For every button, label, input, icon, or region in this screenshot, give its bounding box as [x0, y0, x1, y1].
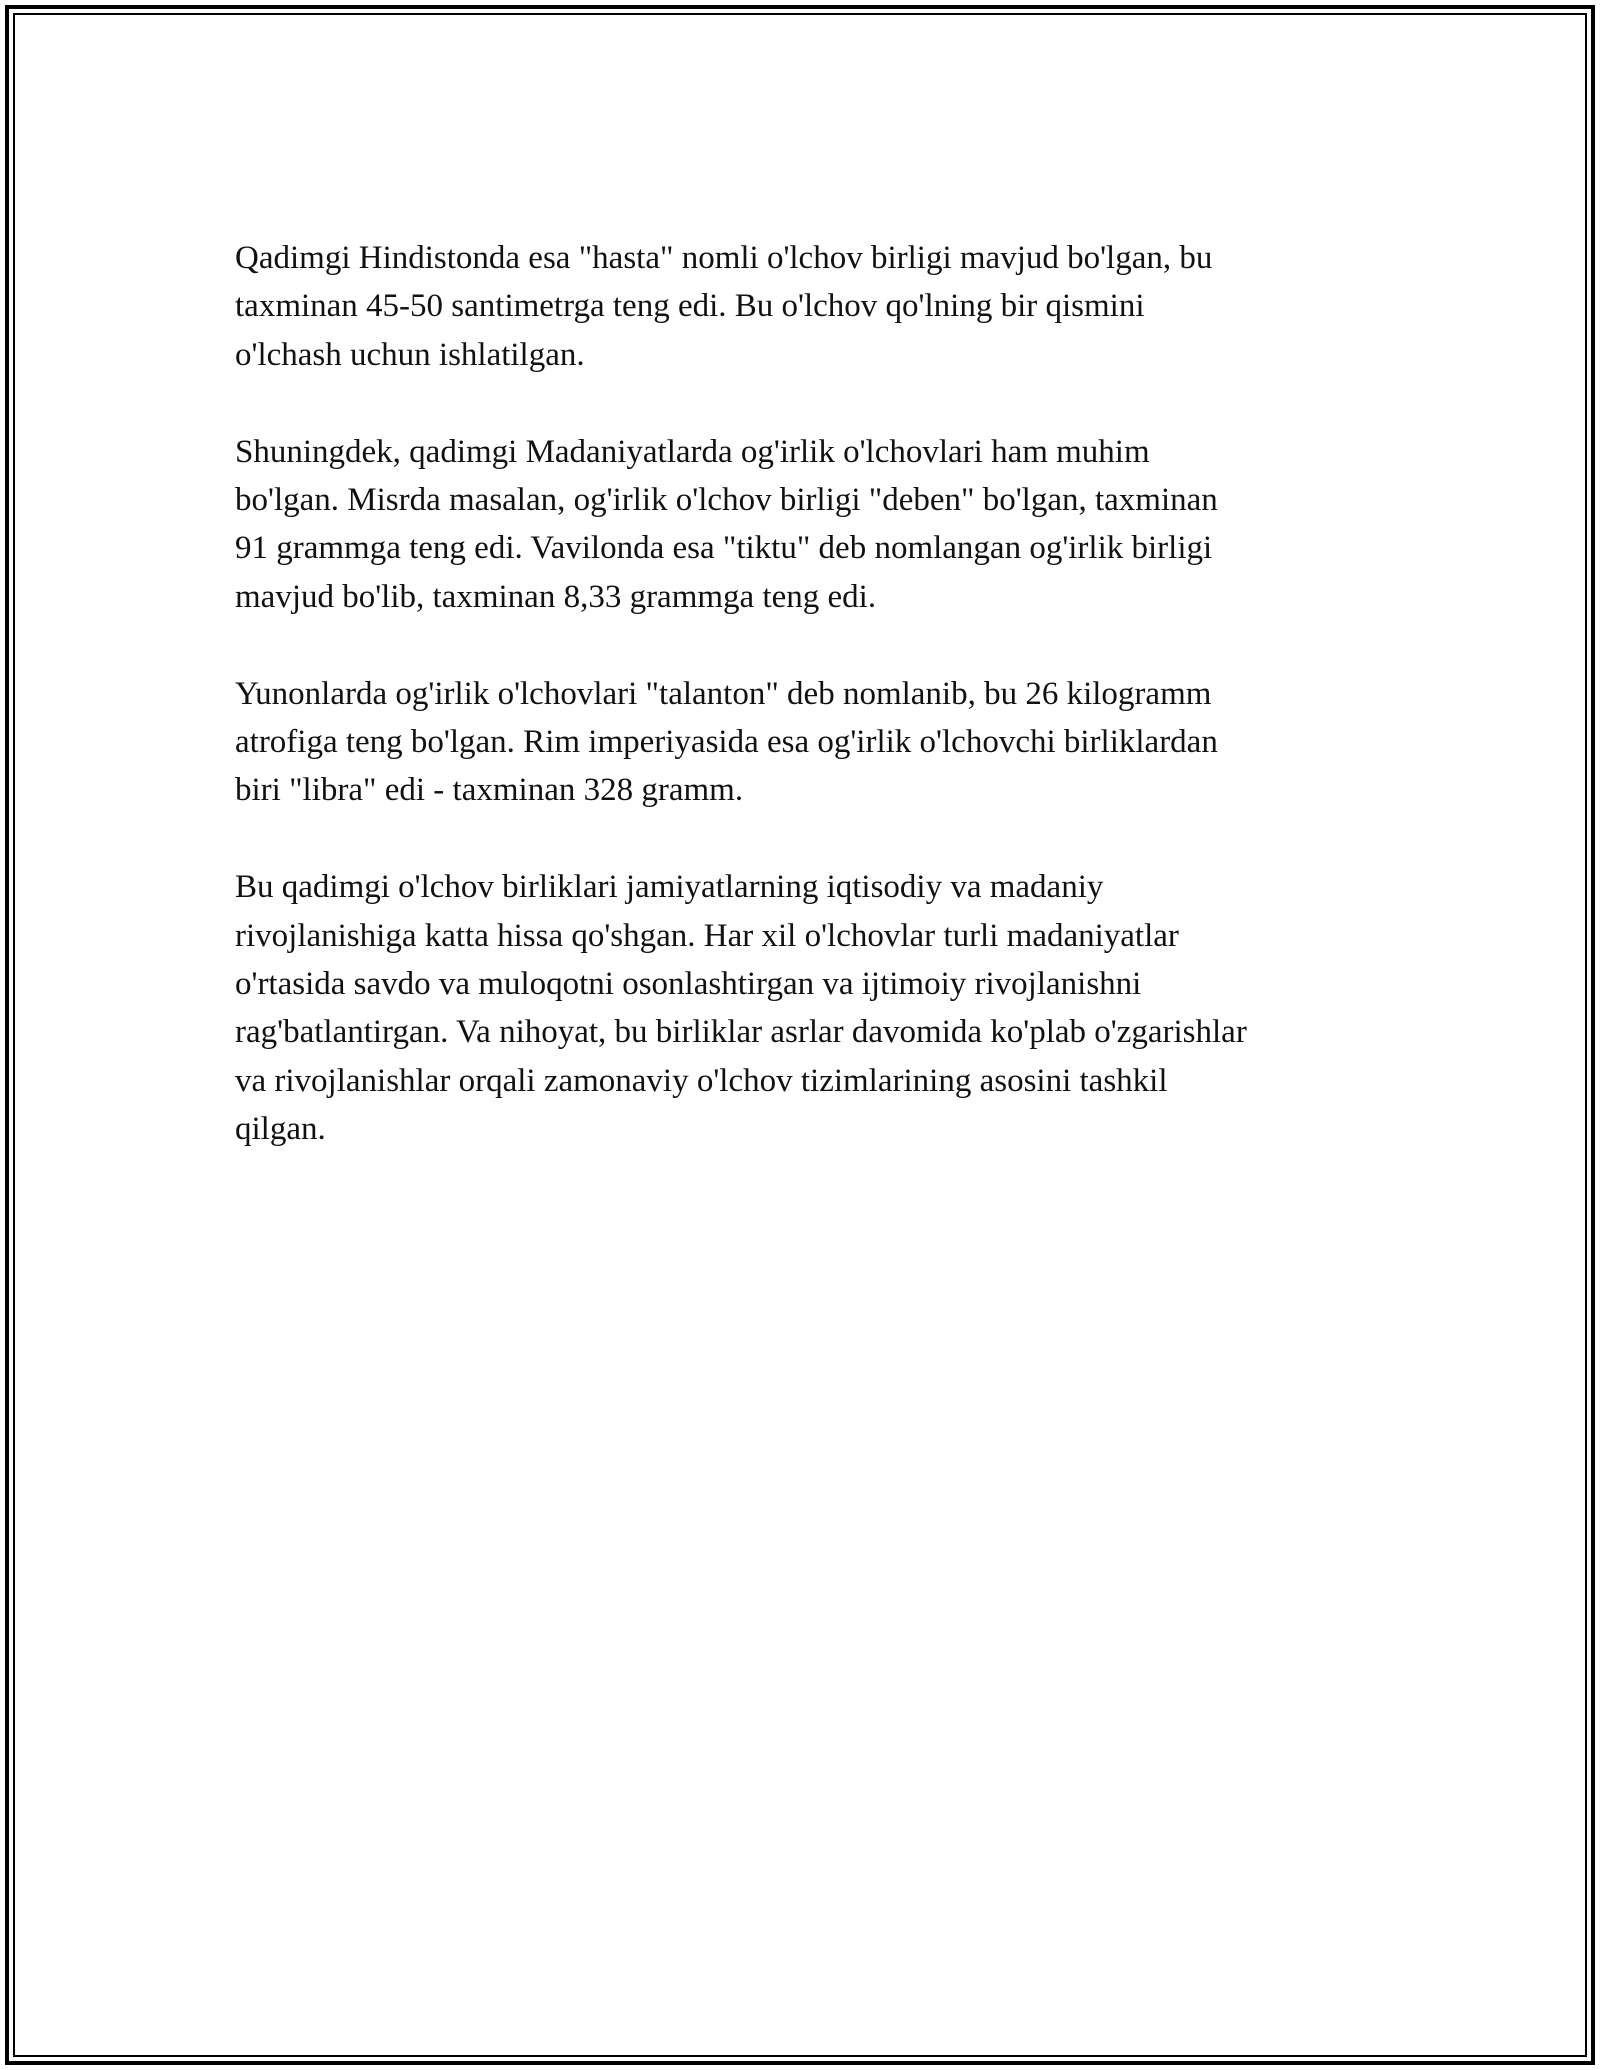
paragraph-weights-egypt-babylon: Shuningdek, qadimgi Madaniyatlarda og'irlik o'lchovlari ham muhim bo'lgan. Misrda masalan, og'irlik o'lchov birligi "deben" bo'lgan, taxminan 91 grammga teng edi. Vavilonda esa "tiktu" deb nomlangan og'irlik birligi mavjud bo'lib, taxminan 8,33 grammga teng edi.: [235, 433, 1218, 615]
document-body: [235, 234, 1375, 1202]
paragraph-hasta: Qadimgi Hindistonda esa "hasta" nomli o'lchov birligi mavjud bo'lgan, bu taxminan 45-50 santimetrga teng edi. Bu o'lchov qo'lning bir qismini o'lchash uchun ishlatilgan.: [235, 240, 1213, 373]
paragraph-conclusion: Bu qadimgi o'lchov birliklari jamiyatlarning iqtisodiy va madaniy rivojlanishiga katta hissa qo'shgan. Har xil o'lchovlar turli madaniyatlar o'rtasida savdo va muloqotni osonlashtirgan va ijtimoiy rivojlanishni rag'batlantirgan. Va nihoyat, bu birliklar asrlar davomida ko'plab o'zgarishlar va rivojlanishlar orqali zamonaviy o'lchov tizimlarining asosini tashkil qilgan.: [235, 869, 1247, 1148]
paragraph-greece-rome: Yunonlarda og'irlik o'lchovlari "talanton" deb nomlanib, bu 26 kilogramm atrofiga teng bo'lgan. Rim imperiyasida esa og'irlik o'lchovchi birliklardan biri "libra" edi - taxminan 328 gramm.: [235, 675, 1218, 809]
